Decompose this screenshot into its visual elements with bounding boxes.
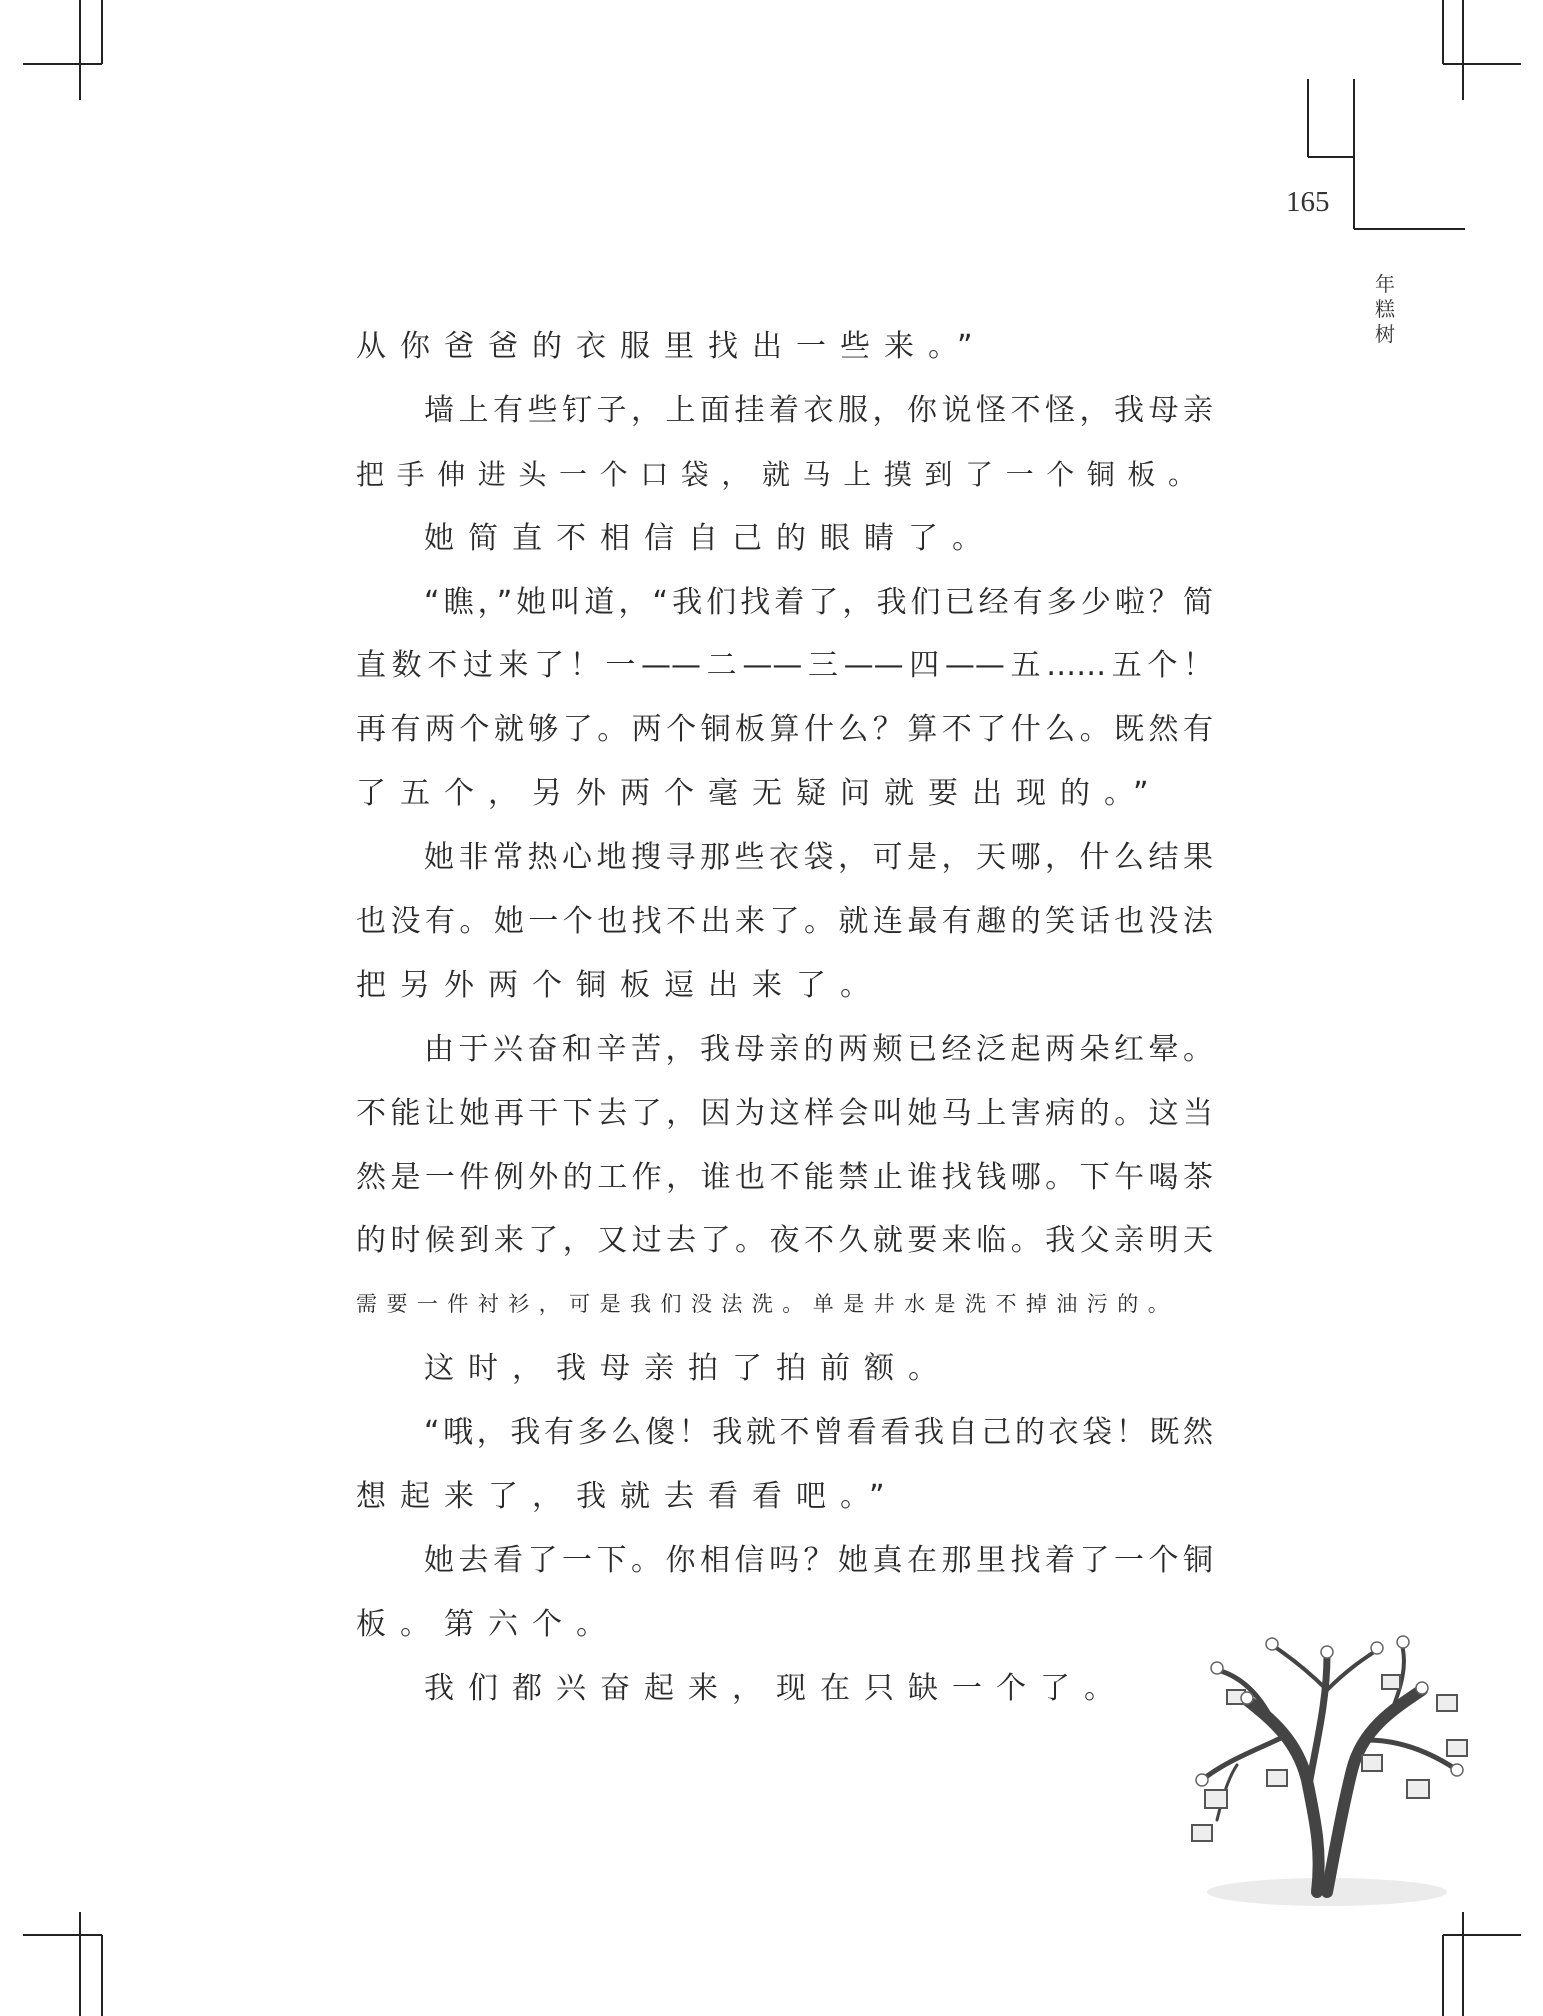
text-line: 墙上有些钉子，上面挂着衣服，你说怪不怪，我母亲 [424,392,1213,428]
text-line: 想起来了，我就去看看吧。” [356,1479,899,1515]
text-line: 她简直不相信自己的眼睛了。 [424,520,996,556]
text-line: 不能让她再干下去了，因为这样会叫她马上害病的。这当 [356,1095,1213,1131]
page-number: 165 [1286,186,1330,218]
text-line: “瞧，”她叫道，“我们找着了，我们已经有多少啦？简 [424,584,1213,620]
running-title-char: 年 [1375,272,1395,296]
text-line: 直数不过来了！一——二——三——四——五……五个！ [356,648,1213,684]
text-line: 把手伸进头一个口袋，就马上摸到了一个铜板。 [356,457,1209,491]
crop-mark-top-left [23,0,102,100]
text-line: “哦，我有多么傻！我就不曾看看我自己的衣袋！既然 [424,1415,1213,1451]
text-line: 我们都兴奋起来，现在只缺一个了。 [424,1670,1128,1706]
text-line: 板。第六个。 [356,1606,620,1642]
text-line: 把另外两个铜板逗出来了。 [356,967,884,1003]
crop-mark-bottom-right [1443,1912,1521,2016]
page-number-frame [1308,79,1465,229]
crop-mark-bottom-left [23,1912,102,2016]
running-title-char: 树 [1375,322,1395,346]
text-line: 从你爸爸的衣服里找出一些来。” [356,329,987,364]
text-line: 再有两个就够了。两个铜板算什么？算不了什么。既然有 [356,712,1213,748]
text-line: 了五个，另外两个毫无疑问就要出现的。” [356,776,1163,812]
text-line: 的时候到来了，又过去了。夜不久就要来临。我父亲明天 [356,1223,1213,1259]
crop-mark-top-right [1443,0,1521,100]
running-title-char: 糕 [1375,297,1395,321]
text-line: 她去看了一下。你相信吗？她真在那里找着了一个铜 [424,1542,1213,1578]
text-line: 她非常热心地搜寻那些衣袋，可是，天哪，什么结果 [424,840,1213,876]
text-line: 然是一件例外的工作，谁也不能禁止谁找钱哪。下午喝茶 [356,1159,1213,1195]
text-line: 这时，我母亲拍了拍前额。 [424,1351,952,1387]
tree-illustration [1177,1630,1487,1915]
text-line: 由于兴奋和辛苦，我母亲的两颊已经泛起两朵红晕。 [424,1031,1213,1067]
running-title [1373,272,1397,347]
body-text [356,315,1213,1721]
text-line: 需要一件衬衫，可是我们没法洗。单是井水是洗不掉油污的。 [356,1292,1179,1317]
text-line: 也没有。她一个也找不出来了。就连最有趣的笑话也没法 [356,904,1213,940]
